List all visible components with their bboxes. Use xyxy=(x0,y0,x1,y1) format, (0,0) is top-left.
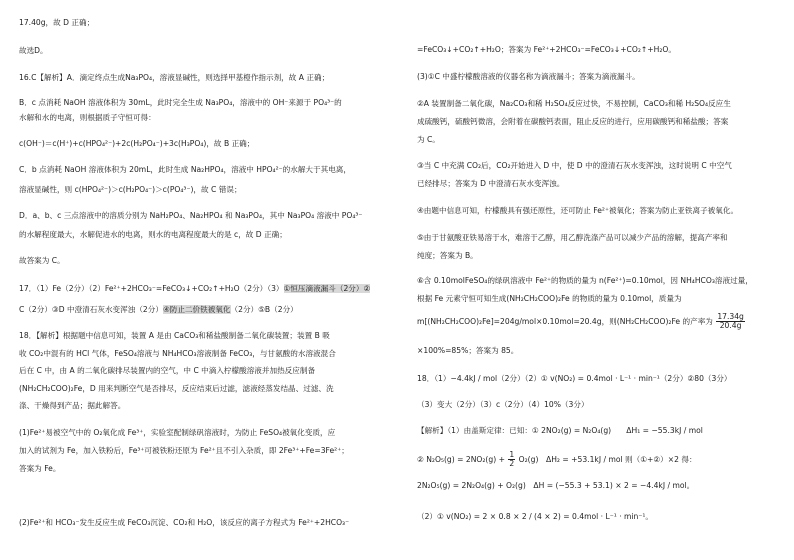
text-line: ⑥含 0.10molFeSO₄的绿矾溶液中 Fe²⁺的物质的量为 n(Fe²⁺)=0.10mol，因 NH₄HCO₃溶液过量， xyxy=(417,276,753,285)
fraction-numerator: 1 xyxy=(509,450,515,459)
text-line: (3)①C 中盛柠檬酸溶液的仪器名称为滴液漏斗；答案为滴液漏斗。 xyxy=(417,72,640,81)
text-line: 的水解程度最大，水解促进水的电离，则水的电离程度最大的是 c，故 D 正确； xyxy=(19,230,287,239)
equation-text: O₂(g) ΔH₂ = +53.1kJ / mol 则（①+②）×2 得： xyxy=(518,454,697,464)
text-line: 纯度；答案为 B。 xyxy=(417,251,478,260)
text-line: =FeCO₃↓+CO₂↑+H₂O；答案为 Fe²⁺+2HCO₃⁻=FeCO₃↓+CO₂↑+H₂O。 xyxy=(417,45,676,54)
equation-text: m[(NH₂CH₂COO)₂Fe]=204g/mol×0.10mol=20.4g，则(NH₂CH₂COO)₂Fe 的产率为 xyxy=(417,316,713,326)
equation-text: ② N₂O₅(g) = 2NO₂(g) + xyxy=(417,454,505,464)
equation-line: （2）① v(NO₂) = 2 × 0.8 × 2 / (4 × 2) = 0.4mol · L⁻¹ · min⁻¹。 xyxy=(417,512,653,521)
text-line: 为 C。 xyxy=(417,135,440,144)
text-line: 已经排尽；答案为 D 中澄清石灰水变浑浊。 xyxy=(417,179,565,188)
text-line: (2)Fe²⁺和 HCO₃⁻发生反应生成 FeCO₃沉淀、CO₂和 H₂O，该反应的离子方程式为 Fe²⁺+2HCO₃⁻ xyxy=(19,518,350,527)
text-line: 16.C【解析】A．滴定终点生成Na₃PO₄，溶液显碱性，则选择甲基橙作指示剂，故 A 正确； xyxy=(19,73,330,82)
answer-text: C（2分）③D 中澄清石灰水变浑浊（2分） xyxy=(19,305,163,314)
answer-line: （3）变大（2分）（3）c（2分）（4）10%（3分） xyxy=(417,400,589,409)
text-line: 溶液显碱性，则 c(HPO₄²⁻)＞c(H₂PO₄⁻)＞c(PO₄³⁻)，故 C 错误； xyxy=(19,185,242,194)
equation-line xyxy=(417,451,697,469)
fraction-denominator: 20.4g xyxy=(719,321,742,331)
text-line: ⑤由于甘氨酸亚铁易溶于水，难溶于乙醇，用乙醇洗涤产品可以减少产品的溶解，提高产率和 xyxy=(417,233,728,242)
answer-line xyxy=(19,284,370,293)
equation-line: 2N₂O₅(g) = 2N₂O₄(g) + O₂(g) ΔH = (−55.3 + 53.1) × 2 = −4.4kJ / mol。 xyxy=(417,481,695,490)
fraction-numerator: 17.34g xyxy=(717,312,744,321)
highlighted-answer: ④防止二价铁被氧化 xyxy=(162,305,231,314)
text-line: B．c 点消耗 NaOH 溶液体积为 30mL，此时完全生成 Na₃PO₄，溶液中的 OH⁻来源于 PO₄³⁻的 xyxy=(19,98,342,107)
answer-line xyxy=(19,305,298,314)
text-line: D．a、b、c 三点溶液中的溶质分别为 NaH₂PO₄、Na₂HPO₄ 和 Na₃PO₄，其中 Na₃PO₄ 溶液中 PO₄³⁻ xyxy=(19,211,363,220)
text-line: 成硫酸钙，硫酸钙微溶，会附着在碳酸钙表面，阻止反应的进行，应用碳酸钙和稀盐酸；答案 xyxy=(417,117,729,126)
text-line: ③当 C 中充满 CO₂后，CO₂开始进入 D 中，使 D 中的澄清石灰水变浑浊，这时说明 C 中空气 xyxy=(417,161,732,170)
text-line: ②A 装置制备二氧化碳，Na₂CO₃和稀 H₂SO₄反应过快，不易控制，CaCO₃和稀 H₂SO₄反应生 xyxy=(417,99,731,108)
text-line: 后在 C 中，由 A 的二氧化碳排尽装置内的空气，中 C 中滴入柠檬酸溶液并加热反应制备 xyxy=(19,366,316,375)
text-line: 答案为 Fe。 xyxy=(19,464,61,473)
text-line: ④由题中信息可知，柠檬酸具有强还原性，还可防止 Fe²⁺被氧化；答案为防止亚铁离子被氧化。 xyxy=(417,206,739,215)
text-line: 17.40g，故 D 正确； xyxy=(19,18,95,27)
text-line: 水解和水的电离，则根据质子守恒可得： xyxy=(19,113,156,122)
text-line: 加入的试剂为 Fe，加入铁粉后，Fe³⁺可被铁粉还原为 Fe²⁺且不引入杂质，即 2Fe³⁺+Fe=3Fe²⁺； xyxy=(19,446,349,455)
text-line: 涤、干燥得到产品；据此解答。 xyxy=(19,401,126,410)
text-line: 故答案为 C。 xyxy=(19,256,65,265)
text-line: ×100%=85%；答案为 85。 xyxy=(417,346,519,355)
text-line: (1)Fe²⁺易被空气中的 O₂氧化成 Fe³⁺，实验室配制绿矾溶液时，为防止 FeSO₄被氧化变质，应 xyxy=(19,428,336,437)
equation-line: c(OH⁻)＝c(H⁺)+c(HPO₄²⁻)+2c(H₂PO₄⁻)+3c(H₃PO₄)，故 B 正确； xyxy=(19,139,255,148)
fraction xyxy=(716,313,745,331)
fraction-denominator: 2 xyxy=(509,459,515,469)
text-line: C．b 点消耗 NaOH 溶液体积为 20mL，此时生成 Na₂HPO₄，溶液中 HPO₄²⁻的水解大于其电离， xyxy=(19,165,351,174)
text-line: 根据 Fe 元素守恒可知生成(NH₂CH₂COO)₂Fe 的物质的量为 0.10mol，质量为 xyxy=(417,294,682,303)
text-line: 故选D。 xyxy=(19,46,48,55)
answer-text: 17．（1）Fe（2分）（2）Fe²⁺+2HCO₃⁻=FeCO₃↓+CO₂↑+H₂O（2分）（3） xyxy=(19,284,284,293)
answer-text: （2分）⑤B（2分） xyxy=(230,305,298,314)
equation-line xyxy=(417,313,746,331)
text-line: 18．【解析】根据题中信息可知，装置 A 是由 CaCO₃和稀盐酸制备二氧化碳装置；装置 B 吸 xyxy=(19,331,330,340)
highlighted-answer: ①恒压滴液漏斗（2分）② xyxy=(283,284,371,293)
answer-line: 18．（1）−4.4kJ / mol（2分）（2）① v(NO₂) = 0.4mol · L⁻¹ · min⁻¹（2分）②80（3分） xyxy=(417,374,732,383)
text-line: 收 CO₂中混有的 HCl 气体，FeSO₄溶液与 NH₄HCO₃溶液制备 FeCO₃，与甘氨酸的水溶液混合 xyxy=(19,349,336,358)
text-line: (NH₂CH₂COO)₂Fe，D 用来判断空气是否排尽，反应结束后过滤，滤液经蒸发结晶、过滤、洗 xyxy=(19,384,334,393)
text-line: 【解析】（1）由盖斯定律：已知：① 2NO₂(g) = N₂O₄(g) ΔH₁ = −55.3kJ / mol xyxy=(417,426,703,435)
fraction xyxy=(508,451,515,469)
